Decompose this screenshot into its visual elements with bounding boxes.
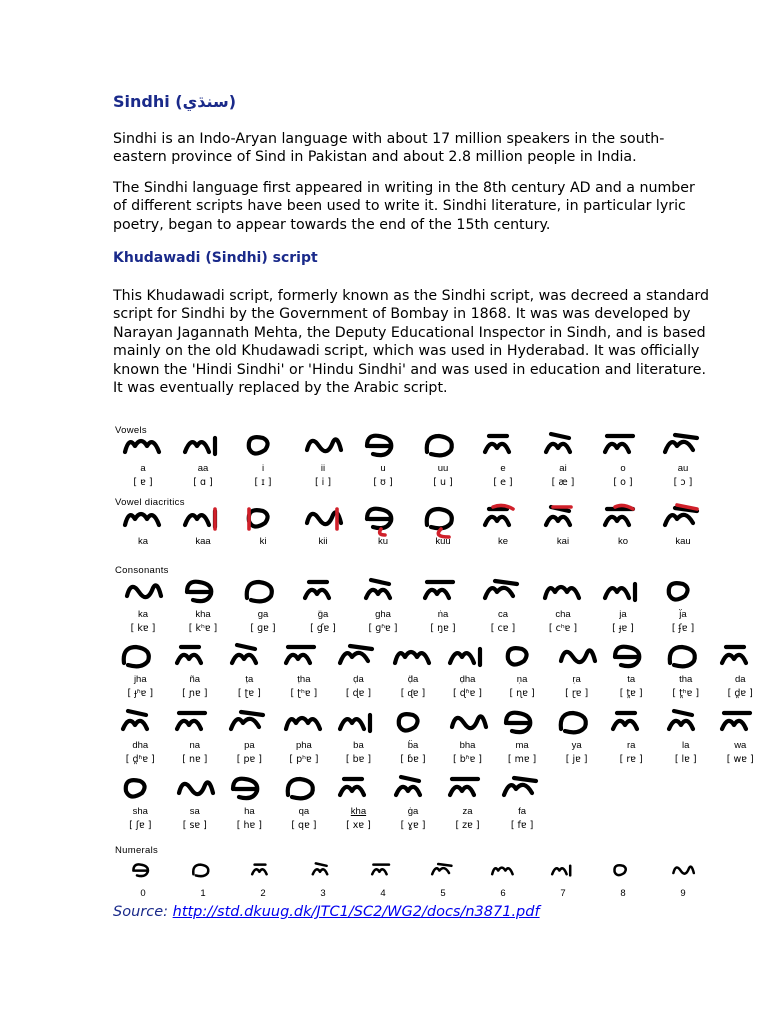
letter-ipa: [ nɐ ] [182,754,208,765]
consonant-cell [385,643,441,700]
letter-ipa: [ ɡʱɐ ] [368,623,398,634]
letter-name: ki [259,536,267,547]
letter-name: da [734,674,746,685]
consonant-cell [175,578,231,635]
script-glyph-icon [494,709,550,735]
letter-name: kai [556,536,570,547]
script-glyph-icon [295,578,351,604]
source-line [113,904,540,920]
script-glyph-icon [658,709,714,735]
letter-ipa: [ ʈʰɐ ] [290,688,318,699]
letter-ipa: [ pʰɐ ] [289,754,319,765]
numeral-cell [595,857,651,900]
diacritic-cell [175,505,231,548]
letter-name: ṇa [516,674,528,685]
vowels-label: Vowels [115,425,147,436]
consonant-cell [494,709,550,766]
letter-ipa: [ e ] [493,477,513,488]
letter-name: j̈a [679,609,687,620]
consonant-cell [603,643,659,700]
letter-name: a [140,463,146,474]
consonant-cell [595,578,651,635]
consonant-cell [415,578,471,635]
vowel-cell [595,432,651,489]
script-glyph-icon [440,709,496,735]
numeral-cell [535,857,591,900]
consonant-cell [535,578,591,635]
vowel-cell [295,432,351,489]
numeral-cell [175,857,231,900]
letter-ipa: [ ɳɐ ] [509,688,535,699]
consonant-cell [494,775,550,832]
script-glyph-icon [355,857,411,883]
script-glyph-icon [175,857,231,883]
letter-name: 7 [560,888,566,899]
letter-name: 4 [380,888,386,899]
letter-name: dha [132,740,149,751]
letter-name: kau [675,536,691,547]
vowel-cell [115,432,171,489]
script-glyph-icon [595,857,651,883]
script-glyph-icon [475,578,531,604]
diacritic-cell [295,505,351,548]
vowel-cell [475,432,531,489]
consonant-cell [655,578,711,635]
script-glyph-icon [115,505,171,531]
letter-ipa: [ o ] [613,477,633,488]
letter-ipa: [ ɟʱɐ ] [127,688,154,699]
consonant-cell [658,643,714,700]
letter-ipa: [ pɐ ] [236,754,262,765]
script-glyph-icon [235,578,291,604]
letter-ipa: [ kɐ ] [130,623,156,634]
consonant-cell [440,643,496,700]
letter-ipa: [ ʃɐ ] [129,820,152,831]
letter-name: b̈a [407,740,419,751]
letter-name: qa [298,806,310,817]
letter-name: ḍha [459,674,476,685]
letter-name: 0 [140,888,146,899]
consonant-cell [330,775,386,832]
script-glyph-icon [549,709,605,735]
letter-ipa: [ ɑ ] [193,477,213,488]
consonants-label: Consonants [115,565,169,576]
letter-ipa: [ cɐ ] [490,623,516,634]
vowel-cell [235,432,291,489]
consonant-cell [549,709,605,766]
script-glyph-icon [494,775,550,801]
letter-ipa: [ ɪ ] [254,477,272,488]
letter-ipa: [ ɖɐ ] [345,688,372,699]
consonant-cell [221,643,277,700]
letter-name: ṭha [297,674,311,685]
diacritic-cell [655,505,711,548]
numeral-cell [415,857,471,900]
vowel-cell [175,432,231,489]
numerals-label: Numerals [115,845,159,856]
letter-ipa: [ ɣɐ ] [400,820,426,831]
letter-ipa: [ u ] [433,477,453,488]
diacritic-cell [355,505,411,548]
letter-ipa: [ sɐ ] [182,820,207,831]
source-label: Source: [113,904,169,920]
source-link[interactable]: http://std.dkuug.dk/JTC1/SC2/WG2/docs/n3871.pdf [172,904,540,920]
letter-name: 1 [200,888,206,899]
vowel-cell [655,432,711,489]
script-glyph-icon [385,709,441,735]
letter-name: ḍa [353,674,364,685]
script-glyph-icon [167,643,223,669]
letter-ipa: [ rɐ ] [619,754,643,765]
script-glyph-icon [221,643,277,669]
letter-name: kaa [195,536,211,547]
script-glyph-icon [415,505,471,531]
letter-name: ga [257,609,269,620]
letter-name: sa [189,806,200,817]
script-glyph-icon [415,578,471,604]
consonant-cell [115,578,171,635]
letter-name: ṭa [245,674,254,685]
script-glyph-icon [167,709,223,735]
letter-name: tha [679,674,693,685]
letter-name: pa [244,740,255,751]
consonant-cell [385,709,441,766]
script-glyph-icon [175,505,231,531]
vowel-cell [535,432,591,489]
letter-name: ḍ̈a [407,674,419,685]
script-glyph-icon [330,775,386,801]
script-glyph-icon [235,505,291,531]
letter-name: au [677,463,689,474]
diacritic-cell [535,505,591,548]
script-glyph-icon [549,643,605,669]
letter-ipa: [ hɐ ] [236,820,262,831]
letter-name: jha [133,674,147,685]
consonant-cell [276,643,332,700]
script-glyph-icon [712,709,768,735]
consonant-cell [475,578,531,635]
letter-ipa: [ xɐ ] [346,820,371,831]
script-glyph-icon [712,643,768,669]
script-glyph-icon [385,643,441,669]
numeral-cell [475,857,531,900]
letter-name: 8 [620,888,626,899]
consonant-cell [549,643,605,700]
letter-name: uu [437,463,449,474]
letter-ipa: [ ɡɐ ] [250,623,276,634]
script-glyph-icon [595,432,651,458]
consonant-cell [167,775,223,832]
script-glyph-icon [295,857,351,883]
letter-ipa: [ i ] [314,477,332,488]
section-title: Khudawadi (Sindhi) script [113,250,318,266]
letter-name: la [682,740,690,751]
letter-name: cha [555,609,571,620]
script-glyph-icon [475,505,531,531]
letter-name: o [620,463,626,474]
consonant-cell [112,709,168,766]
letter-ipa: [ t̪ʰɐ ] [672,688,700,699]
numeral-cell [295,857,351,900]
consonant-cell [355,578,411,635]
letter-name: ko [617,536,629,547]
letter-name: ṅa [437,609,449,620]
script-glyph-icon [655,578,711,604]
script-glyph-icon [355,432,411,458]
script-glyph-icon [112,709,168,735]
letter-name: ai [559,463,567,474]
script-glyph-icon [175,578,231,604]
script-glyph-icon [115,857,171,883]
consonant-cell [385,775,441,832]
letter-name: ma [515,740,529,751]
script-glyph-icon [115,432,171,458]
letter-name: ke [497,536,509,547]
letter-name: kha [195,609,211,620]
letter-ipa: [ æ ] [551,477,575,488]
script-glyph-icon [655,432,711,458]
consonant-cell [167,709,223,766]
diacritic-cell [415,505,471,548]
letter-name: aa [197,463,209,474]
letter-name: i [261,463,265,474]
letter-ipa: [ ɟɐ ] [612,623,634,634]
consonant-cell [235,578,291,635]
consonant-cell [276,775,332,832]
letter-ipa: [ ɽɐ ] [565,688,589,699]
letter-name: ca [497,609,509,620]
letter-name: sha [132,806,148,817]
letter-name: g̈a [317,609,329,620]
script-glyph-icon [221,775,277,801]
script-glyph-icon [440,775,496,801]
letter-ipa: [ ʄɐ ] [671,623,695,634]
letter-name: ya [571,740,582,751]
letter-name: pha [295,740,312,751]
consonant-cell [221,775,277,832]
letter-ipa: [ ɖʱɐ ] [453,688,483,699]
consonant-cell [112,643,168,700]
section-paragraph: This Khudawadi script, formerly known as the Sindhi script, was decreed a standard script for Sindhi by the Government of Bombay in 1868. It was was developed by Narayan Jagannath Mehta, the Deputy Educational Inspector in Sindh, and is based mainly on the old Khudawadi script, which was used in Hyderabad. It was officially known the 'Hindi Sindhi' or 'Hindu Sindhi' and was used in education and literature. It was eventually replaced by the Arabic script. [113,288,709,397]
letter-name: ja [619,609,627,620]
letter-ipa: [ jɐ ] [565,754,588,765]
diacritic-cell [475,505,531,548]
letter-name: 6 [500,888,506,899]
script-glyph-icon [655,857,711,883]
script-glyph-icon [175,432,231,458]
letter-ipa: [ lɐ ] [674,754,697,765]
script-glyph-icon [385,775,441,801]
letter-ipa: [ ŋɐ ] [430,623,456,634]
script-glyph-icon [355,505,411,531]
page-title: Sindhi (سنڌي) [113,92,237,111]
consonant-cell [112,775,168,832]
script-glyph-icon [167,775,223,801]
script-glyph-icon [112,643,168,669]
script-glyph-icon [295,432,351,458]
consonant-cell [712,709,768,766]
script-glyph-icon [330,709,386,735]
numeral-cell [355,857,411,900]
numeral-cell [655,857,711,900]
letter-ipa: [ kʰɐ ] [188,623,218,634]
script-glyph-icon [535,857,591,883]
diacritic-cell [595,505,651,548]
letter-ipa: [ d̪ʱɐ ] [125,754,155,765]
script-glyph-icon [115,578,171,604]
letter-ipa: [ ᶑɐ ] [400,688,426,699]
letter-name: kii [318,536,328,547]
consonant-cell [330,643,386,700]
script-glyph-icon [603,709,659,735]
script-glyph-icon [595,578,651,604]
script-glyph-icon [221,709,277,735]
consonant-cell [330,709,386,766]
script-glyph-icon [535,505,591,531]
letter-name: ka [137,536,149,547]
letter-ipa: [ qɐ ] [291,820,317,831]
script-glyph-icon [535,578,591,604]
letter-name: fa [518,806,527,817]
vowel-cell [415,432,471,489]
script-glyph-icon [494,643,550,669]
script-glyph-icon [475,432,531,458]
script-glyph-icon [603,643,659,669]
letter-name: ha [244,806,255,817]
letter-ipa: [ cʰɐ ] [548,623,578,634]
script-glyph-icon [276,643,332,669]
script-glyph-icon [295,505,351,531]
script-glyph-icon [658,643,714,669]
consonant-cell [276,709,332,766]
consonant-cell [494,643,550,700]
script-glyph-icon [535,432,591,458]
letter-name: gha [375,609,391,620]
letter-name: ña [189,674,201,685]
letter-ipa: [ ɲɐ ] [182,688,208,699]
letter-ipa: [ d̪ɐ ] [727,688,753,699]
letter-ipa: [ fɐ ] [510,820,534,831]
letter-ipa: [ ɓɐ ] [400,754,426,765]
numeral-cell [235,857,291,900]
script-glyph-icon [276,709,332,735]
diacritic-cell [235,505,291,548]
script-glyph-icon [440,643,496,669]
letter-ipa: [ zɐ ] [455,820,480,831]
letter-ipa: [ t̪ɐ ] [619,688,643,699]
script-glyph-icon [112,775,168,801]
letter-ipa: [ ɔ ] [673,477,693,488]
consonant-cell [658,709,714,766]
letter-ipa: [ bɐ ] [345,754,372,765]
letter-ipa: [ ɐ ] [133,477,153,488]
script-glyph-icon [276,775,332,801]
script-glyph-icon [235,432,291,458]
letter-name: za [462,806,473,817]
letter-ipa: [ ʊ ] [373,477,393,488]
consonant-cell [221,709,277,766]
letter-name: 3 [320,888,326,899]
letter-ipa: [ bʱɐ ] [453,754,483,765]
diacritic-cell [115,505,171,548]
script-glyph-icon [355,578,411,604]
vowel-cell [355,432,411,489]
letter-ipa: [ ʈɐ ] [237,688,261,699]
letter-name: e [500,463,506,474]
script-glyph-icon [415,432,471,458]
letter-name: ta [627,674,636,685]
script-glyph-icon [655,505,711,531]
letter-name: 9 [680,888,686,899]
consonant-cell [712,643,768,700]
letter-name: ṛa [572,674,581,685]
letter-name: ka [137,609,149,620]
letter-ipa: [ mɐ ] [507,754,537,765]
letter-name: 2 [260,888,266,899]
letter-name: kuu [435,536,451,547]
letter-name: bha [459,740,476,751]
letter-name: u [380,463,386,474]
letter-name: ra [626,740,636,751]
letter-ipa: [ ɠɐ ] [310,623,336,634]
script-glyph-icon [415,857,471,883]
letter-name: ii [320,463,326,474]
letter-name: 5 [440,888,446,899]
intro-paragraph-2: The Sindhi language first appeared in writing in the 8th century AD and a number of different scripts have been used to write it. Sindhi literature, in particular lyric poetry, began to appear towards the end of the 15th century. [113,180,695,233]
consonant-cell [440,709,496,766]
numeral-cell [115,857,171,900]
consonant-cell [440,775,496,832]
letter-name: wa [734,740,747,751]
script-glyph-icon [595,505,651,531]
consonant-cell [167,643,223,700]
letter-name: ġa [407,806,419,817]
intro-paragraph-1: Sindhi is an Indo-Aryan language with about 17 million speakers in the south-eastern province of Sind in Pakistan and about 2.8 million people in India. [113,131,665,166]
script-glyph-icon [475,857,531,883]
letter-ipa: [ wɐ ] [726,754,754,765]
letter-name: ba [353,740,364,751]
letter-name: na [189,740,201,751]
script-glyph-icon [330,643,386,669]
consonant-cell [603,709,659,766]
script-glyph-icon [235,857,291,883]
letter-name: kha [350,806,367,817]
letter-name: ku [377,536,389,547]
consonant-cell [295,578,351,635]
diacritics-label: Vowel diacritics [115,497,185,508]
